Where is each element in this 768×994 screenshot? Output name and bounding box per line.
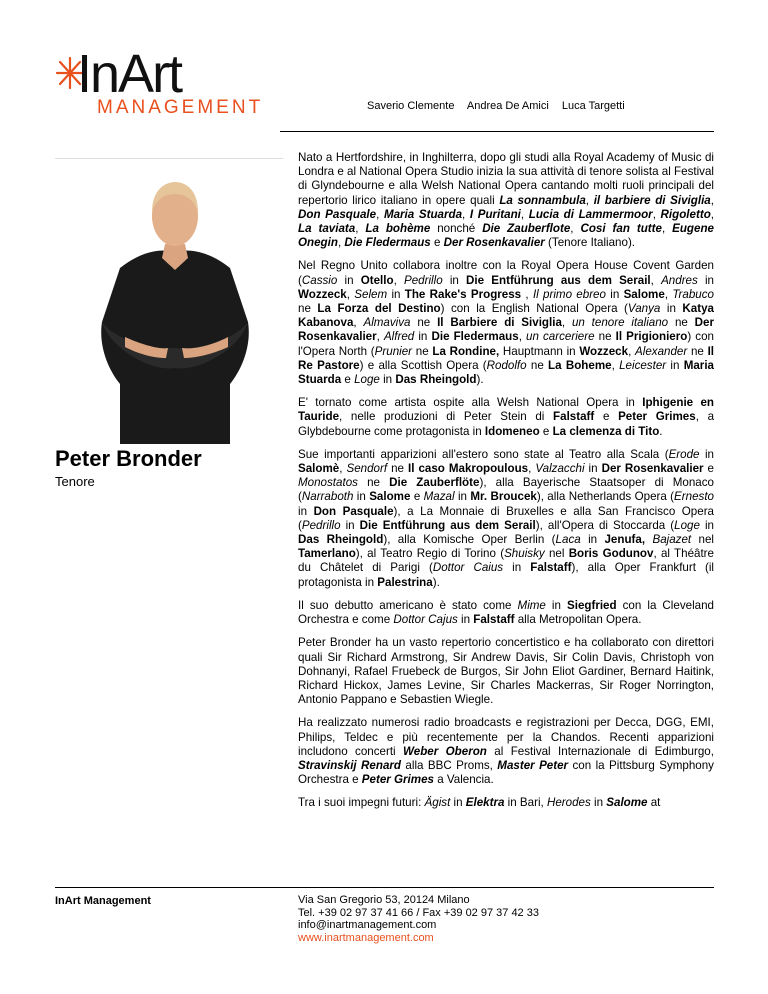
bio-text-segment: in: [666, 358, 684, 372]
bio-text-segment: Falstaff: [530, 561, 572, 575]
bio-text-segment: Vanya: [627, 302, 661, 316]
bio-text-segment: Trabuco: [672, 287, 714, 301]
bio-text-segment: ,: [521, 287, 533, 301]
bio-text-segment: Mazal: [423, 490, 455, 504]
bio-text-segment: e: [430, 236, 444, 250]
logo-art: Art: [118, 44, 182, 104]
bio-text-segment: in: [660, 302, 683, 316]
bio-text-segment: La bohème: [365, 222, 431, 236]
bio-text-segment: ,: [528, 462, 536, 476]
bio-text-segment: nonché: [430, 222, 483, 236]
bio-text-segment: ne: [387, 462, 408, 476]
bio-text-segment: ).: [432, 575, 440, 589]
staff-names: [367, 100, 635, 112]
bio-text-segment: Peter Grimes: [618, 410, 696, 424]
bio-text-segment: in: [584, 462, 602, 476]
bio-text-segment: ,: [585, 193, 594, 207]
bio-text-segment: Katya Kabanova: [298, 302, 714, 330]
bio-text-segment: The Rake's Progress: [404, 287, 522, 301]
bio-text-segment: Master Peter: [497, 758, 569, 772]
bio-text-segment: a Valencia.: [433, 773, 494, 787]
sidebar-divider: [55, 158, 283, 159]
bio-text-segment: Boris Godunov: [568, 547, 654, 561]
bio-text-segment: alla Metropolitan Opera.: [514, 613, 642, 627]
bio-text-segment: ), alla Komische Oper Berlin (: [383, 533, 556, 547]
bio-text-segment: in: [457, 613, 474, 627]
bio-text-segment: e: [703, 462, 714, 476]
bio-text-segment: in: [605, 287, 624, 301]
bio-text-segment: Ägist: [424, 796, 451, 810]
bio-text-segment: il barbiere di Siviglia: [593, 193, 711, 207]
bio-text-segment: Falstaff: [553, 410, 595, 424]
bio-text-segment: Shuisky: [504, 547, 545, 561]
bio-text-segment: in Bari,: [504, 796, 547, 810]
bio-text-segment: Idomeneo: [484, 424, 540, 438]
staff-name: Luca Targetti: [561, 100, 625, 112]
bio-text-segment: Nel Regno Unito collabora inoltre con la Royal Opera House Covent Garden (: [298, 259, 714, 287]
bio-text-segment: in: [387, 287, 405, 301]
bio-text-segment: Sue importanti apparizioni all'estero sono state al Teatro alla Scala (: [298, 447, 669, 461]
bio-paragraph: [298, 396, 714, 439]
bio-text-segment: Salome: [623, 287, 665, 301]
bio-text-segment: in: [414, 330, 432, 344]
bio-text-segment: un carceriere: [526, 330, 595, 344]
bio-text-segment: Narraboth: [301, 490, 354, 504]
biography: [298, 151, 714, 820]
bio-text-segment: Il Prigioniero: [615, 330, 688, 344]
bio-text-segment: Maria Stuarda: [298, 358, 714, 387]
bio-text-segment: ).: [476, 373, 484, 387]
bio-text-segment: in: [590, 796, 607, 810]
bio-text-segment: ,: [561, 316, 572, 330]
bio-text-segment: Salome: [606, 796, 648, 810]
bio-text-segment: in: [699, 518, 715, 532]
bio-text-segment: ,: [337, 236, 345, 250]
bio-text-segment: Der Rosenkavalier: [601, 462, 704, 476]
bio-text-segment: Sendorf: [346, 462, 388, 476]
bio-text-segment: (Tenore Italiano).: [544, 236, 636, 250]
bio-text-segment: e: [539, 424, 553, 438]
bio-text-segment: ne: [410, 316, 438, 330]
bio-text-segment: La clemenza di Tito: [552, 424, 660, 438]
bio-text-segment: Peter Bronder ha un vasto repertorio concertistico e ha collaborato con direttori quali Sir Richard Armstrong, Sir Andrew Davis, Sir Colin Davis, Christoph von Dohnanyi, Rafael Fruebeck de Burgos, Sir John Eliot Gardiner, Bernard Haitink, Richard Hickox, James Levine, Sir Charles Mackerras, Sir Roger Norrington, Antonio Pappano e Sebastien Wiegle.: [298, 636, 714, 707]
bio-text-segment: La Forza del Destino: [317, 302, 441, 316]
bio-text-segment: Alfred: [383, 330, 415, 344]
bio-text-segment: Andres: [661, 273, 698, 287]
bio-paragraph: [298, 448, 714, 590]
bio-text-segment: Dottor Cajus: [393, 613, 458, 627]
bio-text-segment: Pedrillo: [403, 273, 443, 287]
logo-wordmark: [77, 44, 181, 104]
bio-text-segment: at: [647, 796, 661, 810]
bio-text-segment: Die Entführung aus dem Serail: [359, 518, 536, 532]
bio-text-segment: Hauptmann in: [499, 344, 580, 358]
bio-text-segment: Pedrillo: [301, 518, 341, 532]
bio-text-segment: Wozzeck: [298, 287, 347, 301]
bio-text-segment: ,: [710, 193, 714, 207]
bio-text-segment: Der Rosenkavalier: [298, 316, 715, 344]
bio-text-segment: Die Fledermaus: [344, 236, 431, 250]
bio-text-segment: ,: [570, 222, 581, 236]
bio-text-segment: Don Pasquale: [313, 504, 394, 518]
bio-text-segment: Rigoletto: [660, 207, 711, 221]
bio-paragraph: [298, 636, 714, 707]
bio-text-segment: in: [442, 273, 467, 287]
bio-text-segment: nel: [691, 533, 714, 547]
bio-paragraph: [298, 716, 714, 787]
bio-text-segment: ne: [298, 302, 318, 316]
bio-paragraph: [298, 796, 714, 810]
bio-text-segment: ,: [393, 273, 404, 287]
bio-text-segment: Cassio: [301, 273, 338, 287]
bio-text-segment: Die Zauberflöte: [389, 476, 480, 490]
bio-text-segment: Weber Oberon: [403, 744, 487, 758]
bio-text-segment: ,: [353, 316, 364, 330]
bio-text-segment: ,: [710, 207, 715, 221]
bio-text-segment: ) con la English National Opera (: [440, 302, 628, 316]
bio-text-segment: un tenore italiano: [571, 316, 669, 330]
bio-text-segment: Il suo debutto americano è stato come: [298, 598, 518, 612]
bio-text-segment: in: [353, 490, 370, 504]
bio-text-segment: La sonnambula: [499, 193, 586, 207]
bio-text-segment: in: [697, 273, 714, 287]
bio-paragraph: [298, 599, 714, 627]
bio-text-segment: Peter Grimes: [361, 773, 434, 787]
bio-text-segment: ), alla Oper Frankfurt (il protagonista in: [298, 561, 715, 589]
bio-text-segment: ), a La Monnaie di Bruxelles e alla San Francisco Opera (: [298, 504, 715, 532]
bio-text-segment: in: [298, 504, 314, 518]
bio-text-segment: Falstaff: [473, 613, 515, 627]
bio-text-segment: Don Pasquale: [298, 207, 377, 221]
bio-text-segment: ,: [661, 222, 673, 236]
bio-text-segment: ,: [611, 358, 620, 372]
bio-text-segment: e: [341, 373, 355, 387]
bio-text-segment: I Puritani: [469, 207, 521, 221]
artist-name: Peter Bronder: [55, 446, 202, 471]
bio-text-segment: Loge: [674, 518, 700, 532]
bio-text-segment: ) e alla Scottish Opera (: [359, 358, 487, 372]
bio-text-segment: ,: [339, 462, 347, 476]
bio-text-segment: ,: [376, 330, 384, 344]
bio-text-segment: alla BBC Proms,: [401, 758, 498, 772]
bio-text-segment: ne: [594, 330, 616, 344]
footer-contact: [298, 894, 539, 944]
bio-text-segment: Herodes: [546, 796, 591, 810]
bio-text-segment: e: [410, 490, 424, 504]
bio-text-segment: Mr. Broucek: [470, 490, 537, 504]
bio-text-segment: Die Entführung aus dem Serail: [466, 273, 651, 287]
bio-text-segment: ne: [526, 358, 549, 372]
bio-text-segment: ,: [520, 207, 529, 221]
bio-text-segment: Elektra: [465, 796, 505, 810]
bio-text-segment: ,: [650, 273, 662, 287]
bio-text-segment: in: [379, 373, 396, 387]
bio-text-segment: con la Cleveland Orchestra e come: [298, 598, 714, 627]
bio-text-segment: ,: [628, 344, 636, 358]
bio-text-segment: Ha realizzato numerosi radio broadcasts e registrazioni per Decca, DGG, EMI, Philips, Teldec e più recentemente per la Chandos. Recenti apparizioni includono concerti: [298, 716, 714, 758]
artist-photo: [80, 172, 270, 444]
bio-text-segment: ne: [668, 316, 695, 330]
bio-text-segment: Monostatos: [298, 476, 358, 490]
bio-text-segment: Mime: [517, 598, 546, 612]
bio-text-segment: ,: [518, 330, 526, 344]
bio-text-segment: Valzacchi: [535, 462, 585, 476]
staff-name: Andrea De Amici: [466, 100, 549, 112]
bio-text-segment: Die Zauberflote: [482, 222, 571, 236]
bio-text-segment: con la Pittsburg Symphony Orchestra e: [298, 758, 714, 787]
bio-text-segment: ) con l'Opera North (: [298, 330, 714, 358]
bio-text-segment: Otello: [360, 273, 394, 287]
bio-text-segment: Siegfried: [566, 598, 617, 612]
bio-text-segment: Rodolfo: [486, 358, 527, 372]
bio-text-segment: in: [503, 561, 531, 575]
bio-text-segment: in: [454, 490, 471, 504]
bio-text-segment: Leicester: [619, 358, 667, 372]
bio-text-segment: in: [450, 796, 466, 810]
bio-text-segment: Cosi fan tutte: [580, 222, 662, 236]
bio-text-segment: Laca: [555, 533, 581, 547]
footer-divider: [55, 887, 714, 888]
bio-text-segment: Il caso Makropoulous: [408, 462, 529, 476]
bio-text-segment: Die Fledermaus: [431, 330, 519, 344]
bio-text-segment: e: [594, 410, 619, 424]
bio-text-segment: Erode: [668, 447, 700, 461]
header-divider: [280, 131, 714, 132]
bio-text-segment: E' tornato come artista ospite alla Welsh National Opera in: [298, 396, 643, 410]
bio-text-segment: ,: [355, 222, 366, 236]
bio-text-segment: ne: [687, 344, 708, 358]
bio-text-segment: Der Rosenkavalier: [443, 236, 545, 250]
bio-text-segment: ,: [652, 207, 661, 221]
bio-text-segment: Lucia di Lammermoor: [528, 207, 653, 221]
logo-in: In: [77, 44, 119, 104]
artist-role: Tenore: [55, 474, 95, 489]
bio-text-segment: ), alla Bayerische Staatsoper di Monaco (: [298, 476, 715, 504]
staff-name: Saverio Clemente: [367, 100, 455, 112]
bio-text-segment: Ernesto: [674, 490, 715, 504]
bio-text-segment: Eugene Onegin: [298, 222, 714, 250]
bio-text-segment: Bajazet: [652, 533, 692, 547]
bio-text-segment: La Boheme: [548, 358, 612, 372]
bio-text-segment: La taviata: [298, 222, 356, 236]
bio-text-segment: in: [580, 533, 605, 547]
bio-text-segment: Alexander: [635, 344, 688, 358]
bio-text-segment: Nato a Hertfordshire, in Inghilterra, dopo gli studi alla Royal Academy of Music di Londra e al National Opera Studio inizia la sua attività di tenore solista al Festival di Glyndebourne e alla Welsh National Opera cantando molti ruoli principali del repertorio lirico italiano in opere quali: [298, 151, 714, 207]
bio-text-segment: in: [545, 598, 567, 612]
bio-text-segment: , al Théâtre du Châtelet di Parigi (: [298, 547, 714, 575]
bio-text-segment: ne: [357, 476, 390, 490]
bio-text-segment: Palestrina: [377, 575, 433, 589]
bio-text-segment: ), alla Netherlands Opera (: [536, 490, 675, 504]
bio-text-segment: Jenufa,: [604, 533, 646, 547]
bio-text-segment: in: [337, 273, 361, 287]
bio-text-segment: Il Barbiere di Siviglia: [437, 316, 562, 330]
bio-text-segment: , a Glybdebourne come protagonista in: [298, 410, 715, 438]
bio-text-segment: ,: [664, 287, 673, 301]
bio-text-segment: Iphigenie en Tauride: [298, 396, 714, 424]
bio-text-segment: Il Re Pastore: [298, 344, 715, 372]
bio-text-segment: ,: [462, 207, 470, 221]
bio-text-segment: .: [659, 424, 663, 438]
footer-email[interactable]: info@inartmanagement.com: [298, 919, 437, 931]
bio-text-segment: ), all'Opera di Stoccarda (: [535, 518, 675, 532]
bio-text-segment: Tra i suoi impegni futuri:: [298, 796, 425, 810]
bio-paragraph: [298, 259, 714, 387]
bio-text-segment: Das Rheingold: [298, 533, 384, 547]
bio-text-segment: Loge: [354, 373, 380, 387]
footer-company: InArt Management: [55, 895, 151, 907]
footer-website-link[interactable]: www.inartmanagement.com: [298, 931, 434, 944]
bio-text-segment: Prunier: [374, 344, 413, 358]
bio-text-segment: Stravinskij Renard: [298, 758, 402, 772]
logo-subtitle: MANAGEMENT: [97, 97, 264, 118]
bio-text-segment: ne: [412, 344, 433, 358]
bio-text-segment: Tamerlano: [298, 547, 356, 561]
bio-text-segment: Das Rheingold: [395, 373, 477, 387]
inart-logo: [55, 44, 265, 120]
footer-address: Via San Gregorio 53, 20124 Milano: [298, 894, 470, 906]
bio-text-segment: Salomè: [298, 462, 340, 476]
bio-text-segment: , nelle produzioni di Peter Stein di: [339, 410, 554, 424]
bio-text-segment: in: [699, 447, 714, 461]
bio-paragraph: [298, 151, 714, 250]
bio-text-segment: Salome: [369, 490, 411, 504]
bio-text-segment: Maria Stuarda: [383, 207, 463, 221]
bio-text-segment: in: [340, 518, 360, 532]
footer-phone: Tel. +39 02 97 37 41 66 / Fax +39 02 97 37 42 33: [298, 906, 539, 919]
bio-text-segment: Selem: [354, 287, 388, 301]
bio-text-segment: Il primo ebreo: [532, 287, 606, 301]
bio-text-segment: Almaviva: [363, 316, 411, 330]
bio-text-segment: ,: [346, 287, 355, 301]
bio-text-segment: ), al Teatro Regio di Torino (: [355, 547, 505, 561]
bio-text-segment: La Rondine,: [432, 344, 500, 358]
bio-text-segment: Dottor Caius: [432, 561, 504, 575]
bio-text-segment: Wozzeck: [579, 344, 629, 358]
bio-text-segment: nel: [544, 547, 569, 561]
bio-text-segment: ,: [376, 207, 384, 221]
bio-text-segment: al Festival Internazionale di Edimburgo,: [486, 744, 714, 758]
